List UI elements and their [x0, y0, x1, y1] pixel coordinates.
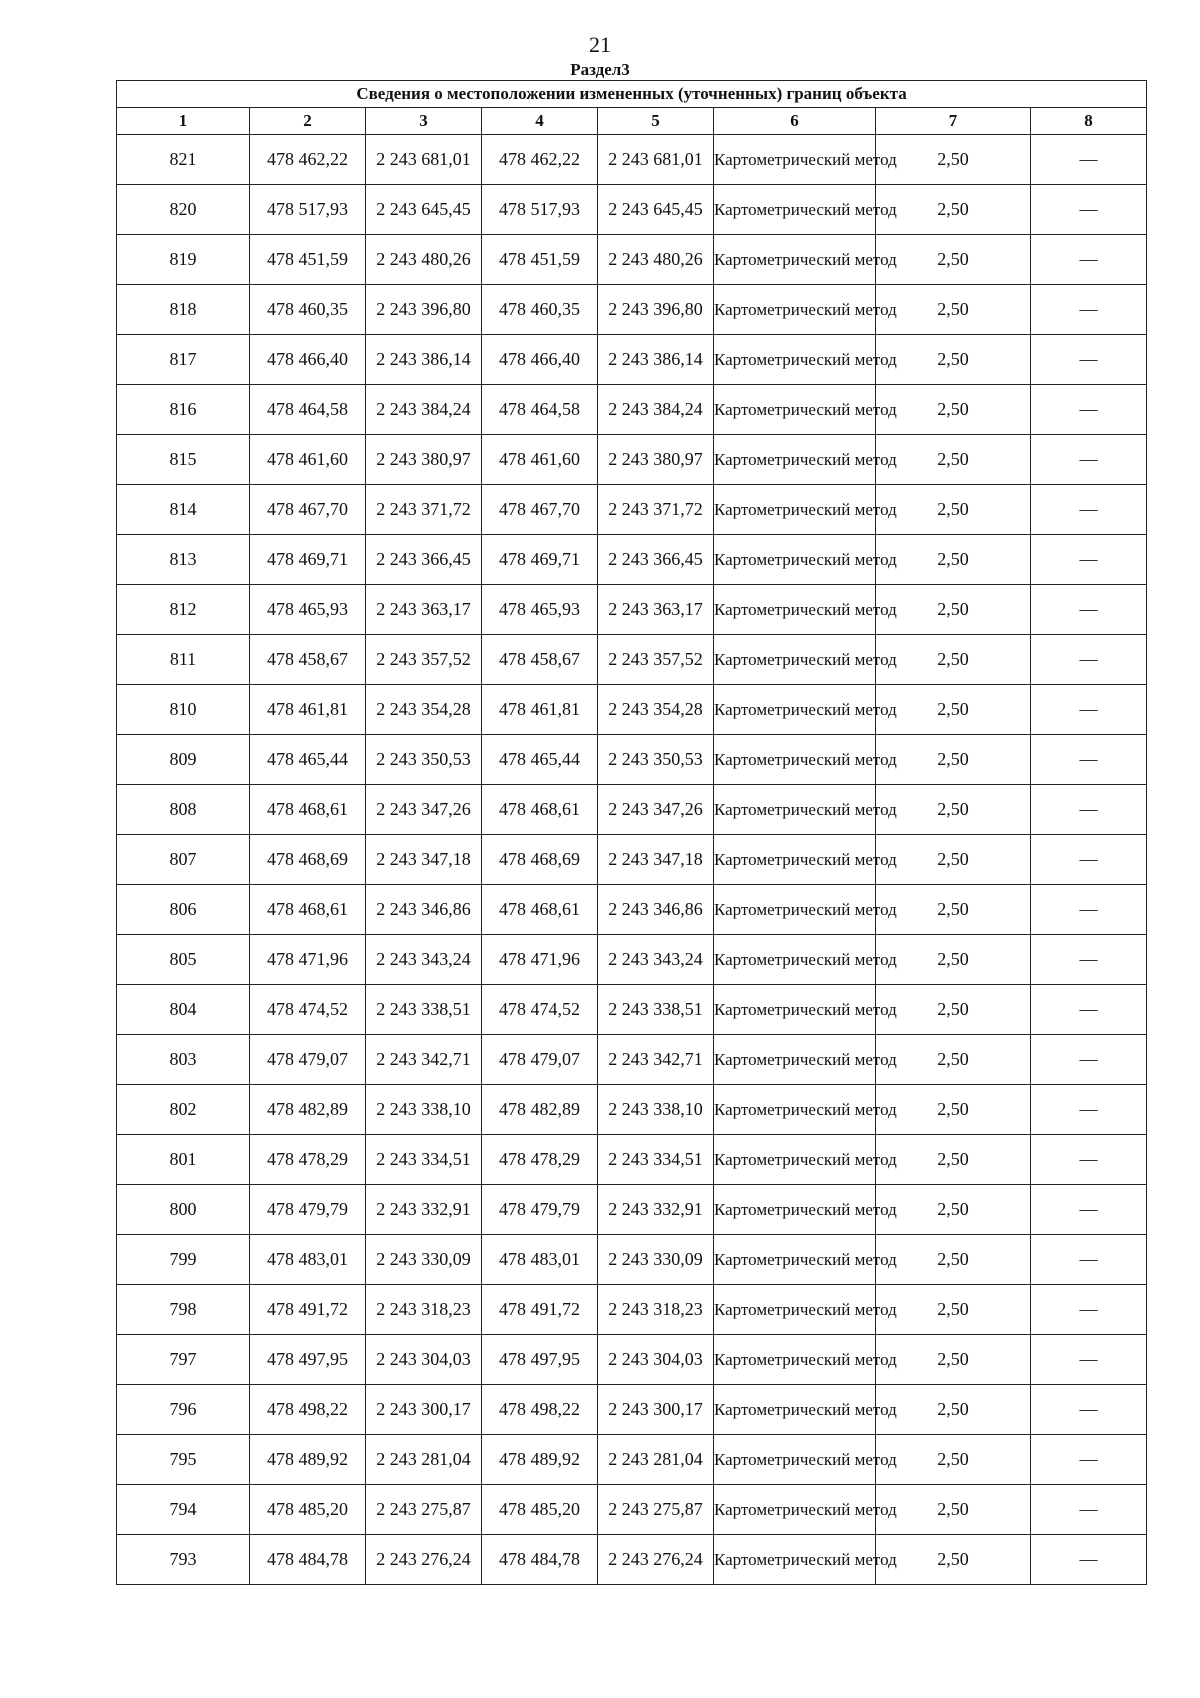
cell-y-existing: 2 243 343,24: [366, 935, 482, 985]
column-header-2: 2: [250, 108, 366, 135]
cell-y-existing: 2 243 354,28: [366, 685, 482, 735]
table-row: [117, 985, 1147, 1035]
cell-point-number: 798: [117, 1285, 250, 1335]
cell-point-number: 821: [117, 135, 250, 185]
cell-y-new: 2 243 480,26: [598, 235, 714, 285]
cell-accuracy: 2,50: [876, 1435, 1031, 1485]
cell-description: —: [1031, 1135, 1147, 1185]
cell-method: Картометрический метод: [714, 1335, 876, 1385]
cell-y-existing: 2 243 363,17: [366, 585, 482, 635]
cell-description: —: [1031, 1385, 1147, 1435]
cell-description: —: [1031, 1235, 1147, 1285]
cell-point-number: 802: [117, 1085, 250, 1135]
cell-description: —: [1031, 385, 1147, 435]
cell-method: Картометрический метод: [714, 1435, 876, 1485]
cell-y-new: 2 243 384,24: [598, 385, 714, 435]
cell-x-new: 478 469,71: [482, 535, 598, 585]
cell-method: Картометрический метод: [714, 1135, 876, 1185]
cell-y-existing: 2 243 366,45: [366, 535, 482, 585]
cell-y-new: 2 243 645,45: [598, 185, 714, 235]
cell-x-new: 478 465,93: [482, 585, 598, 635]
cell-method: Картометрический метод: [714, 485, 876, 535]
cell-x-new: 478 467,70: [482, 485, 598, 535]
cell-y-existing: 2 243 350,53: [366, 735, 482, 785]
cell-x-existing: 478 517,93: [250, 185, 366, 235]
cell-y-existing: 2 243 276,24: [366, 1535, 482, 1585]
cell-y-new: 2 243 346,86: [598, 885, 714, 935]
cell-y-new: 2 243 338,10: [598, 1085, 714, 1135]
boundary-coordinates-table: [116, 80, 1147, 1585]
cell-x-existing: 478 478,29: [250, 1135, 366, 1185]
cell-method: Картометрический метод: [714, 685, 876, 735]
cell-x-new: 478 491,72: [482, 1285, 598, 1335]
cell-accuracy: 2,50: [876, 1135, 1031, 1185]
cell-method: Картометрический метод: [714, 635, 876, 685]
cell-x-new: 478 478,29: [482, 1135, 598, 1185]
cell-accuracy: 2,50: [876, 1085, 1031, 1135]
cell-method: Картометрический метод: [714, 1285, 876, 1335]
cell-point-number: 806: [117, 885, 250, 935]
cell-method: Картометрический метод: [714, 335, 876, 385]
cell-accuracy: 2,50: [876, 1385, 1031, 1435]
cell-point-number: 799: [117, 1235, 250, 1285]
cell-point-number: 812: [117, 585, 250, 635]
column-header-8: 8: [1031, 108, 1147, 135]
cell-x-new: 478 471,96: [482, 935, 598, 985]
cell-description: —: [1031, 985, 1147, 1035]
cell-method: Картометрический метод: [714, 1485, 876, 1535]
table-row: [117, 185, 1147, 235]
cell-x-existing: 478 482,89: [250, 1085, 366, 1135]
cell-point-number: 815: [117, 435, 250, 485]
cell-x-new: 478 497,95: [482, 1335, 598, 1385]
cell-point-number: 820: [117, 185, 250, 235]
cell-method: Картометрический метод: [714, 535, 876, 585]
cell-y-new: 2 243 330,09: [598, 1235, 714, 1285]
table-row: [117, 735, 1147, 785]
cell-description: —: [1031, 835, 1147, 885]
cell-y-existing: 2 243 681,01: [366, 135, 482, 185]
table-row: [117, 835, 1147, 885]
cell-point-number: 811: [117, 635, 250, 685]
cell-point-number: 794: [117, 1485, 250, 1535]
column-header-row: [117, 108, 1147, 135]
cell-x-new: 478 458,67: [482, 635, 598, 685]
table-row: [117, 135, 1147, 185]
cell-method: Картометрический метод: [714, 185, 876, 235]
cell-accuracy: 2,50: [876, 585, 1031, 635]
cell-description: —: [1031, 535, 1147, 585]
cell-x-new: 478 460,35: [482, 285, 598, 335]
cell-accuracy: 2,50: [876, 235, 1031, 285]
cell-y-new: 2 243 342,71: [598, 1035, 714, 1085]
cell-y-new: 2 243 338,51: [598, 985, 714, 1035]
cell-description: —: [1031, 735, 1147, 785]
cell-x-existing: 478 467,70: [250, 485, 366, 535]
cell-x-existing: 478 483,01: [250, 1235, 366, 1285]
table-row: [117, 1285, 1147, 1335]
cell-point-number: 803: [117, 1035, 250, 1085]
cell-point-number: 810: [117, 685, 250, 735]
cell-y-new: 2 243 354,28: [598, 685, 714, 735]
table-row: [117, 1335, 1147, 1385]
cell-x-existing: 478 479,79: [250, 1185, 366, 1235]
cell-x-new: 478 484,78: [482, 1535, 598, 1585]
cell-accuracy: 2,50: [876, 1535, 1031, 1585]
cell-point-number: 817: [117, 335, 250, 385]
cell-y-existing: 2 243 330,09: [366, 1235, 482, 1285]
table-body: [117, 135, 1147, 1585]
cell-y-existing: 2 243 347,26: [366, 785, 482, 835]
cell-point-number: 816: [117, 385, 250, 435]
table-row: [117, 635, 1147, 685]
cell-description: —: [1031, 585, 1147, 635]
cell-x-new: 478 466,40: [482, 335, 598, 385]
cell-y-existing: 2 243 300,17: [366, 1385, 482, 1435]
cell-point-number: 813: [117, 535, 250, 585]
column-header-1: 1: [117, 108, 250, 135]
cell-x-new: 478 479,07: [482, 1035, 598, 1085]
cell-y-new: 2 243 347,26: [598, 785, 714, 835]
cell-point-number: 795: [117, 1435, 250, 1485]
cell-accuracy: 2,50: [876, 1285, 1031, 1335]
cell-x-new: 478 483,01: [482, 1235, 598, 1285]
cell-method: Картометрический метод: [714, 735, 876, 785]
cell-y-existing: 2 243 281,04: [366, 1435, 482, 1485]
table-title: Сведения о местоположении измененных (уточненных) границ объекта: [117, 81, 1147, 108]
cell-method: Картометрический метод: [714, 585, 876, 635]
cell-description: —: [1031, 1085, 1147, 1135]
cell-description: —: [1031, 1285, 1147, 1335]
cell-point-number: 819: [117, 235, 250, 285]
page-number: 21: [589, 32, 611, 57]
cell-x-existing: 478 451,59: [250, 235, 366, 285]
column-header-6: 6: [714, 108, 876, 135]
cell-accuracy: 2,50: [876, 185, 1031, 235]
table-row: [117, 435, 1147, 485]
cell-y-new: 2 243 300,17: [598, 1385, 714, 1435]
cell-x-new: 478 451,59: [482, 235, 598, 285]
cell-method: Картометрический метод: [714, 1385, 876, 1435]
cell-y-existing: 2 243 386,14: [366, 335, 482, 385]
cell-point-number: 809: [117, 735, 250, 785]
cell-x-new: 478 479,79: [482, 1185, 598, 1235]
cell-y-existing: 2 243 304,03: [366, 1335, 482, 1385]
cell-accuracy: 2,50: [876, 635, 1031, 685]
cell-y-existing: 2 243 380,97: [366, 435, 482, 485]
cell-x-new: 478 461,60: [482, 435, 598, 485]
cell-x-existing: 478 471,96: [250, 935, 366, 985]
cell-y-new: 2 243 681,01: [598, 135, 714, 185]
cell-x-existing: 478 468,61: [250, 885, 366, 935]
table-row: [117, 1135, 1147, 1185]
cell-x-existing: 478 489,92: [250, 1435, 366, 1485]
cell-accuracy: 2,50: [876, 1035, 1031, 1085]
table-row: [117, 1535, 1147, 1585]
cell-accuracy: 2,50: [876, 785, 1031, 835]
cell-x-existing: 478 466,40: [250, 335, 366, 385]
cell-y-existing: 2 243 371,72: [366, 485, 482, 535]
cell-method: Картометрический метод: [714, 435, 876, 485]
cell-y-new: 2 243 396,80: [598, 285, 714, 335]
table-row: [117, 935, 1147, 985]
cell-method: Картометрический метод: [714, 1035, 876, 1085]
cell-y-new: 2 243 350,53: [598, 735, 714, 785]
cell-accuracy: 2,50: [876, 385, 1031, 435]
table-row: [117, 1485, 1147, 1535]
cell-x-existing: 478 469,71: [250, 535, 366, 585]
cell-point-number: 800: [117, 1185, 250, 1235]
cell-y-existing: 2 243 357,52: [366, 635, 482, 685]
cell-accuracy: 2,50: [876, 335, 1031, 385]
cell-y-new: 2 243 304,03: [598, 1335, 714, 1385]
column-header-3: 3: [366, 108, 482, 135]
column-header-5: 5: [598, 108, 714, 135]
cell-y-existing: 2 243 338,10: [366, 1085, 482, 1135]
cell-description: —: [1031, 185, 1147, 235]
cell-x-existing: 478 458,67: [250, 635, 366, 685]
cell-method: Картометрический метод: [714, 235, 876, 285]
cell-y-new: 2 243 318,23: [598, 1285, 714, 1335]
cell-y-new: 2 243 275,87: [598, 1485, 714, 1535]
table-row: [117, 485, 1147, 535]
cell-y-existing: 2 243 334,51: [366, 1135, 482, 1185]
cell-point-number: 807: [117, 835, 250, 885]
cell-accuracy: 2,50: [876, 835, 1031, 885]
cell-point-number: 796: [117, 1385, 250, 1435]
cell-accuracy: 2,50: [876, 535, 1031, 585]
cell-y-existing: 2 243 480,26: [366, 235, 482, 285]
cell-y-new: 2 243 276,24: [598, 1535, 714, 1585]
cell-point-number: 814: [117, 485, 250, 535]
cell-x-existing: 478 465,93: [250, 585, 366, 635]
cell-x-new: 478 489,92: [482, 1435, 598, 1485]
table-row: [117, 385, 1147, 435]
table-row: [117, 1185, 1147, 1235]
cell-accuracy: 2,50: [876, 485, 1031, 535]
cell-x-existing: 478 479,07: [250, 1035, 366, 1085]
table-row: [117, 335, 1147, 385]
cell-y-new: 2 243 363,17: [598, 585, 714, 635]
cell-x-new: 478 461,81: [482, 685, 598, 735]
table-row: [117, 285, 1147, 335]
cell-method: Картометрический метод: [714, 985, 876, 1035]
cell-x-existing: 478 462,22: [250, 135, 366, 185]
cell-accuracy: 2,50: [876, 985, 1031, 1035]
cell-x-new: 478 517,93: [482, 185, 598, 235]
cell-accuracy: 2,50: [876, 1235, 1031, 1285]
cell-x-existing: 478 461,81: [250, 685, 366, 735]
cell-y-existing: 2 243 384,24: [366, 385, 482, 435]
cell-y-new: 2 243 343,24: [598, 935, 714, 985]
cell-y-existing: 2 243 347,18: [366, 835, 482, 885]
cell-point-number: 801: [117, 1135, 250, 1185]
cell-y-existing: 2 243 318,23: [366, 1285, 482, 1335]
table-row: [117, 1035, 1147, 1085]
cell-method: Картометрический метод: [714, 885, 876, 935]
cell-point-number: 818: [117, 285, 250, 335]
cell-description: —: [1031, 1435, 1147, 1485]
cell-description: —: [1031, 935, 1147, 985]
cell-y-existing: 2 243 346,86: [366, 885, 482, 935]
cell-x-new: 478 482,89: [482, 1085, 598, 1135]
cell-y-existing: 2 243 342,71: [366, 1035, 482, 1085]
cell-x-existing: 478 460,35: [250, 285, 366, 335]
cell-x-new: 478 468,61: [482, 785, 598, 835]
cell-x-new: 478 462,22: [482, 135, 598, 185]
cell-description: —: [1031, 1485, 1147, 1535]
cell-method: Картометрический метод: [714, 1535, 876, 1585]
cell-y-new: 2 243 357,52: [598, 635, 714, 685]
cell-description: —: [1031, 1185, 1147, 1235]
cell-description: —: [1031, 285, 1147, 335]
cell-x-new: 478 474,52: [482, 985, 598, 1035]
cell-x-new: 478 485,20: [482, 1485, 598, 1535]
cell-y-new: 2 243 380,97: [598, 435, 714, 485]
cell-x-existing: 478 485,20: [250, 1485, 366, 1535]
cell-y-existing: 2 243 275,87: [366, 1485, 482, 1535]
cell-x-existing: 478 491,72: [250, 1285, 366, 1335]
cell-point-number: 797: [117, 1335, 250, 1385]
cell-x-existing: 478 465,44: [250, 735, 366, 785]
cell-y-existing: 2 243 396,80: [366, 285, 482, 335]
cell-method: Картометрический метод: [714, 785, 876, 835]
table-row: [117, 1085, 1147, 1135]
cell-description: —: [1031, 335, 1147, 385]
cell-y-new: 2 243 347,18: [598, 835, 714, 885]
cell-point-number: 793: [117, 1535, 250, 1585]
table-row: [117, 785, 1147, 835]
cell-method: Картометрический метод: [714, 285, 876, 335]
table-row: [117, 1435, 1147, 1485]
cell-description: —: [1031, 1035, 1147, 1085]
cell-y-existing: 2 243 332,91: [366, 1185, 482, 1235]
cell-x-new: 478 468,61: [482, 885, 598, 935]
cell-description: —: [1031, 685, 1147, 735]
cell-y-existing: 2 243 338,51: [366, 985, 482, 1035]
cell-x-existing: 478 474,52: [250, 985, 366, 1035]
cell-x-existing: 478 468,61: [250, 785, 366, 835]
table-row: [117, 885, 1147, 935]
table-row: [117, 685, 1147, 735]
cell-method: Картометрический метод: [714, 135, 876, 185]
cell-x-existing: 478 464,58: [250, 385, 366, 435]
cell-accuracy: 2,50: [876, 735, 1031, 785]
cell-description: —: [1031, 1535, 1147, 1585]
cell-accuracy: 2,50: [876, 885, 1031, 935]
cell-method: Картометрический метод: [714, 935, 876, 985]
cell-accuracy: 2,50: [876, 1485, 1031, 1535]
cell-x-new: 478 498,22: [482, 1385, 598, 1435]
cell-accuracy: 2,50: [876, 1335, 1031, 1385]
cell-description: —: [1031, 435, 1147, 485]
cell-accuracy: 2,50: [876, 435, 1031, 485]
cell-method: Картометрический метод: [714, 385, 876, 435]
cell-description: —: [1031, 885, 1147, 935]
column-header-7: 7: [876, 108, 1031, 135]
cell-description: —: [1031, 1335, 1147, 1385]
cell-x-existing: 478 484,78: [250, 1535, 366, 1585]
cell-x-new: 478 465,44: [482, 735, 598, 785]
cell-y-new: 2 243 366,45: [598, 535, 714, 585]
cell-method: Картометрический метод: [714, 1235, 876, 1285]
column-header-4: 4: [482, 108, 598, 135]
cell-accuracy: 2,50: [876, 135, 1031, 185]
cell-x-existing: 478 461,60: [250, 435, 366, 485]
cell-y-new: 2 243 334,51: [598, 1135, 714, 1185]
cell-accuracy: 2,50: [876, 935, 1031, 985]
cell-y-new: 2 243 281,04: [598, 1435, 714, 1485]
cell-x-new: 478 464,58: [482, 385, 598, 435]
table-row: [117, 535, 1147, 585]
cell-point-number: 808: [117, 785, 250, 835]
cell-x-existing: 478 498,22: [250, 1385, 366, 1435]
cell-x-new: 478 468,69: [482, 835, 598, 885]
cell-method: Картометрический метод: [714, 1185, 876, 1235]
cell-x-existing: 478 468,69: [250, 835, 366, 885]
cell-x-existing: 478 497,95: [250, 1335, 366, 1385]
cell-description: —: [1031, 135, 1147, 185]
cell-description: —: [1031, 235, 1147, 285]
cell-method: Картометрический метод: [714, 1085, 876, 1135]
table-row: [117, 235, 1147, 285]
cell-y-new: 2 243 332,91: [598, 1185, 714, 1235]
cell-point-number: 805: [117, 935, 250, 985]
cell-method: Картометрический метод: [714, 835, 876, 885]
cell-description: —: [1031, 485, 1147, 535]
cell-y-new: 2 243 371,72: [598, 485, 714, 535]
table-row: [117, 1385, 1147, 1435]
cell-accuracy: 2,50: [876, 1185, 1031, 1235]
table-row: [117, 1235, 1147, 1285]
cell-description: —: [1031, 635, 1147, 685]
cell-point-number: 804: [117, 985, 250, 1035]
cell-y-existing: 2 243 645,45: [366, 185, 482, 235]
cell-accuracy: 2,50: [876, 685, 1031, 735]
table-row: [117, 585, 1147, 635]
section-title: Раздел3: [570, 60, 630, 79]
cell-description: —: [1031, 785, 1147, 835]
cell-accuracy: 2,50: [876, 285, 1031, 335]
cell-y-new: 2 243 386,14: [598, 335, 714, 385]
